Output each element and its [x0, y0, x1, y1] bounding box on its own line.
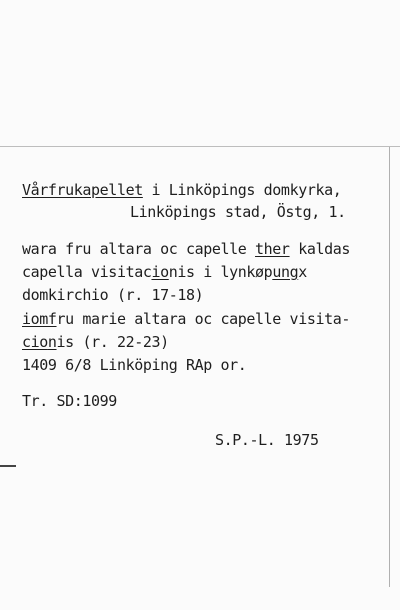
title-head: Vårfrukapellet: [22, 181, 143, 199]
body-line-1: wara fru altara oc capelle ther kaldas: [22, 240, 350, 258]
card-title: [22, 181, 341, 199]
body-line-2: capella visitacionis i lynkøpungx: [22, 263, 307, 281]
signature: S.P.-L. 1975: [215, 431, 319, 449]
body-line-5: cionis (r. 22-23): [22, 333, 169, 351]
body-line-3: domkirchio (r. 17-18): [22, 286, 204, 304]
body-line-4: iomfru marie altara oc capelle visita-: [22, 310, 350, 328]
card-top-edge: [0, 146, 400, 147]
reference: Tr. SD:1099: [22, 392, 117, 410]
card-right-edge: [389, 147, 390, 587]
body-line-6: 1409 6/8 Linköping RAp or.: [22, 356, 247, 374]
title-tail: i Linköpings domkyrka,: [142, 181, 342, 199]
card-place: Linköpings stad, Östg, 1.: [130, 203, 346, 221]
margin-mark: [0, 465, 16, 467]
